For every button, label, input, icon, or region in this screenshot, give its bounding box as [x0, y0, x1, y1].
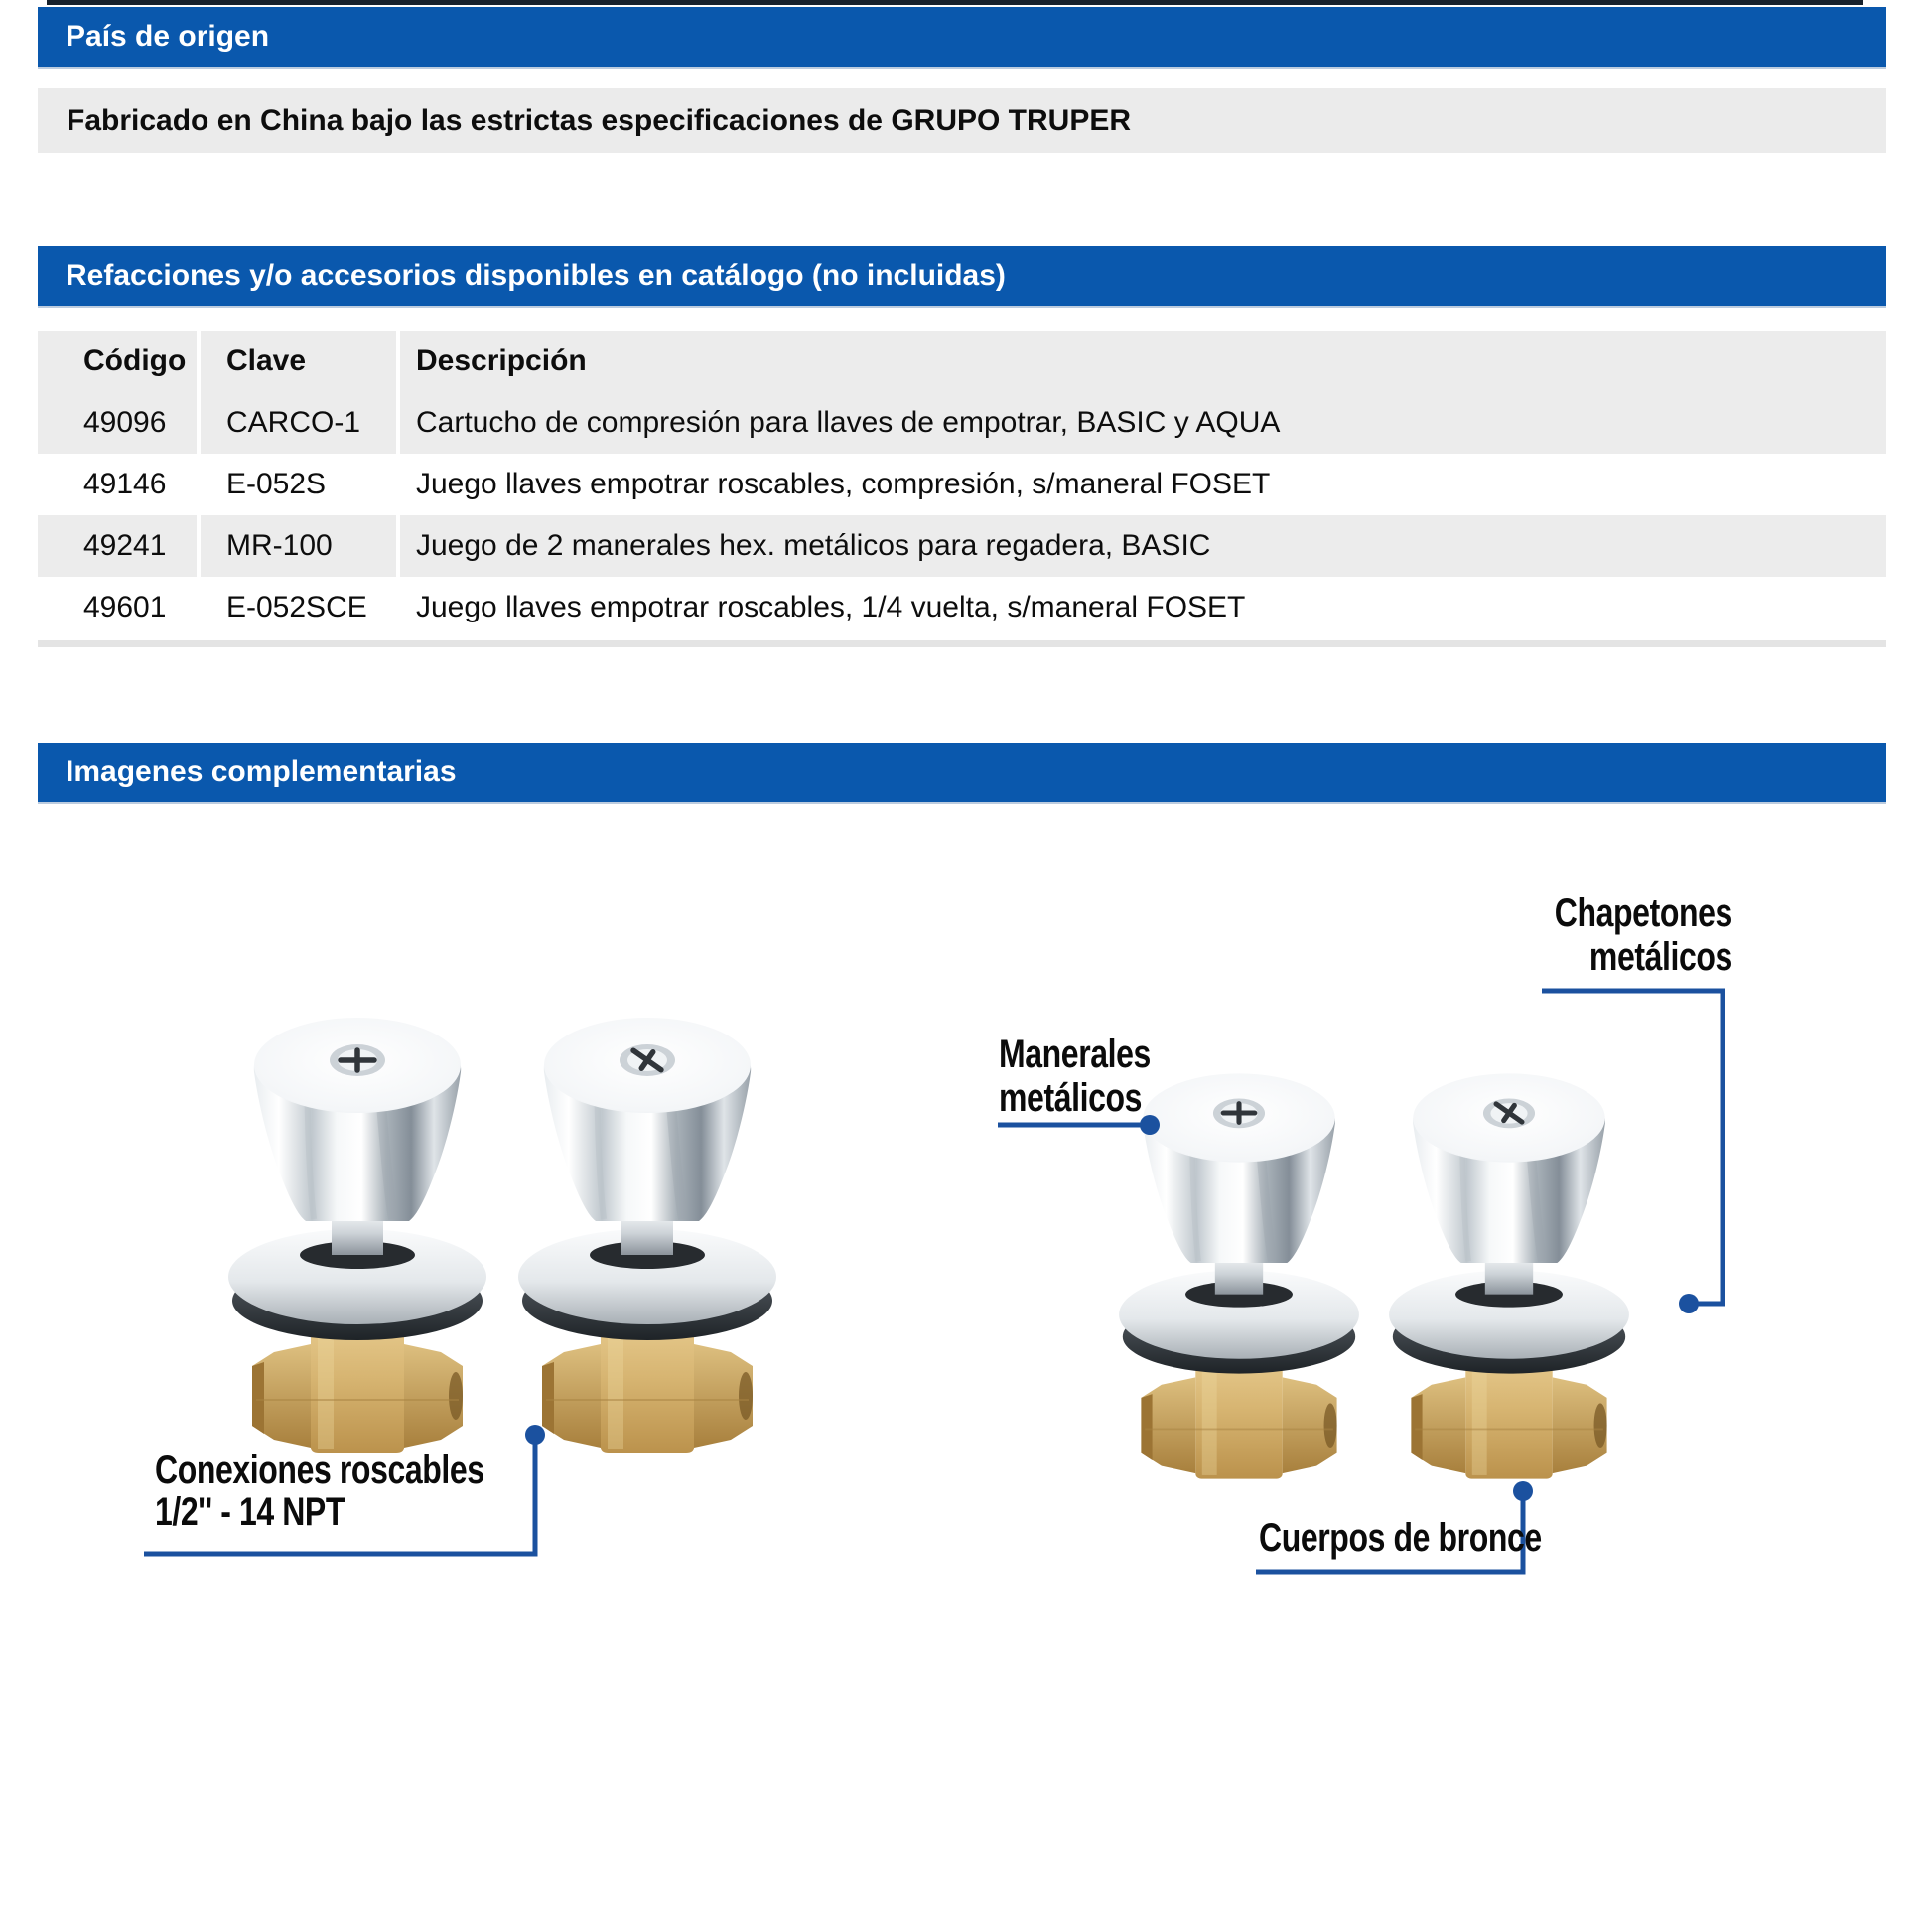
- cell-descripcion: Juego llaves empotrar roscables, 1/4 vuelta, s/maneral FOSET: [416, 591, 1246, 623]
- callout-dot-chapetones: [1679, 1294, 1699, 1313]
- origin-title: País de origen: [66, 20, 270, 53]
- annotation-cuerpos: Cuerpos de bronce: [1259, 1516, 1542, 1560]
- cell-descripcion: Cartucho de compresión para llaves de empotrar, BASIC y AQUA: [416, 406, 1281, 439]
- annotation-conexiones: Conexiones roscables 1/2'' - 14 NPT: [155, 1449, 484, 1534]
- images-title: Imagenes complementarias: [66, 756, 457, 788]
- cell-descripcion: Juego de 2 manerales hex. metálicos para regadera, BASIC: [416, 529, 1211, 562]
- col-header-descripcion: Descripción: [416, 345, 587, 377]
- section-bar-origin: [38, 7, 1886, 69]
- accessories-table: [38, 331, 1886, 638]
- valve-illustration: [1119, 1073, 1359, 1478]
- valve-illustration: [1389, 1073, 1629, 1478]
- callout-dot-conexiones: [525, 1425, 545, 1445]
- cell-clave: CARCO-1: [201, 392, 400, 454]
- cell-codigo: 49146: [38, 454, 201, 515]
- table-row: [38, 515, 1886, 577]
- origin-body-text: Fabricado en China bajo las estrictas especificaciones de GRUPO TRUPER: [67, 103, 1132, 137]
- accessories-title: Refacciones y/o accesorios disponibles en catálogo (no incluidas): [66, 259, 1006, 292]
- table-row: [38, 454, 1886, 515]
- cell-codigo: 49601: [38, 577, 201, 638]
- table-row: [38, 577, 1886, 638]
- callout-dot-cuerpos: [1513, 1481, 1533, 1501]
- cell-clave: E-052SCE: [201, 577, 400, 638]
- table-bottom-border: [38, 640, 1886, 647]
- top-edge-artifact: [47, 0, 1863, 5]
- valve-illustration: [518, 1018, 776, 1453]
- cell-codigo: 49096: [38, 392, 201, 454]
- cell-clave: MR-100: [201, 515, 400, 577]
- col-header-clave: Clave: [201, 331, 400, 392]
- annotation-chapetones: Chapetones metálicos: [1554, 892, 1732, 979]
- cell-clave: E-052S: [201, 454, 400, 515]
- cell-descripcion: Juego llaves empotrar roscables, compresión, s/maneral FOSET: [416, 468, 1271, 500]
- table-header-row: [38, 331, 1886, 392]
- valve-illustration: [228, 1018, 486, 1453]
- origin-body-bar: [38, 88, 1886, 153]
- section-bar-images: [38, 743, 1886, 804]
- annotation-manerales: Manerales metálicos: [999, 1033, 1151, 1120]
- complementary-images-figure: [0, 804, 1932, 1648]
- cell-codigo: 49241: [38, 515, 201, 577]
- table-row: [38, 392, 1886, 454]
- col-header-codigo: Código: [38, 331, 201, 392]
- section-bar-accessories: [38, 246, 1886, 308]
